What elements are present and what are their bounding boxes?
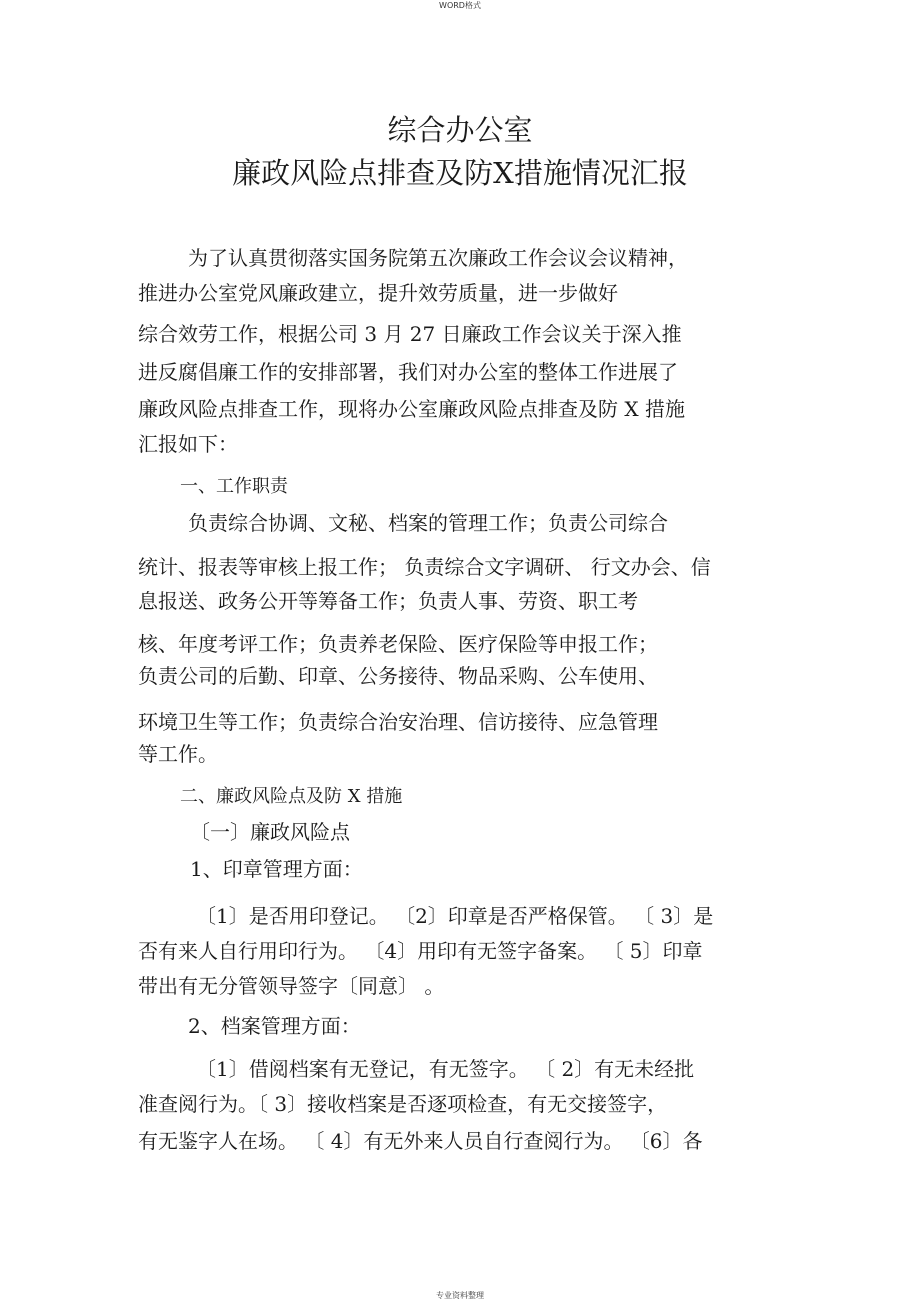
body-line-1: 为了认真贯彻落实国务院第五次廉政工作会议会议精神，	[188, 246, 688, 270]
body-line-11: 核、年度考评工作；负责养老保险、医疗保险等申报工作；	[138, 632, 658, 656]
body-line-22: 〔1〕借阅档案有无登记，有无签字。 〔 2〕有无未经批	[196, 1057, 695, 1081]
item-heading-1: 1、印章管理方面：	[190, 857, 363, 881]
page-footer: 专业资料整理	[436, 1291, 484, 1300]
subsection-heading-1: 〔一〕廉政风险点	[190, 820, 350, 844]
body-line-14: 等工作。	[138, 742, 218, 766]
body-line-24: 有无鉴字人在场。 〔 4〕有无外来人员自行查阅行为。 〔6〕各	[138, 1129, 703, 1153]
body-line-18: 〔1〕是否用印登记。 〔2〕印章是否严格保管。 〔 3〕是	[196, 904, 714, 928]
item-heading-2: 2、档案管理方面：	[188, 1014, 361, 1038]
body-line-19: 否有来人自行用印行为。 〔4〕用印有无签字备案。 〔 5〕印章	[138, 939, 703, 963]
body-line-5: 廉政风险点排查工作，现将办公室廉政风险点排查及防 X 措施	[138, 397, 685, 421]
body-line-8: 负责综合协调、文秘、档案的管理工作；负责公司综合	[188, 511, 668, 535]
body-line-3: 综合效劳工作，根据公司 3 月 27 日廉政工作会议关于深入推	[138, 322, 682, 346]
body-line-23: 准查阅行为。〔 3〕接收档案是否逐项检查，有无交接签字，	[138, 1092, 668, 1116]
body-line-6: 汇报如下：	[138, 432, 238, 456]
body-line-20: 带出有无分管领导签字〔同意〕 。	[138, 974, 445, 998]
section-heading-1: 一、工作职责	[180, 476, 288, 497]
section-heading-2: 二、廉政风险点及防 X 措施	[180, 786, 403, 807]
body-line-9: 统计、报表等审核上报工作； 负责综合文字调研、 行文办会、信	[138, 555, 711, 579]
page-header: WORD格式	[439, 1, 481, 10]
title-line-1: 综合办公室	[387, 113, 533, 147]
body-line-10: 息报送、政务公开等筹备工作；负责人事、劳资、职工考	[138, 589, 638, 613]
body-line-12: 负责公司的后勤、印章、公务接待、物品采购、公车使用、	[138, 664, 658, 688]
title-line-2: 廉政风险点排查及防X措施情况汇报	[232, 156, 688, 190]
body-line-13: 环境卫生等工作；负责综合治安治理、信访接待、应急管理	[138, 710, 658, 734]
body-line-4: 进反腐倡廉工作的安排部署，我们对办公室的整体工作进展了	[138, 360, 678, 384]
body-line-2: 推进办公室党风廉政建立，提升效劳质量，进一步做好	[138, 281, 618, 305]
